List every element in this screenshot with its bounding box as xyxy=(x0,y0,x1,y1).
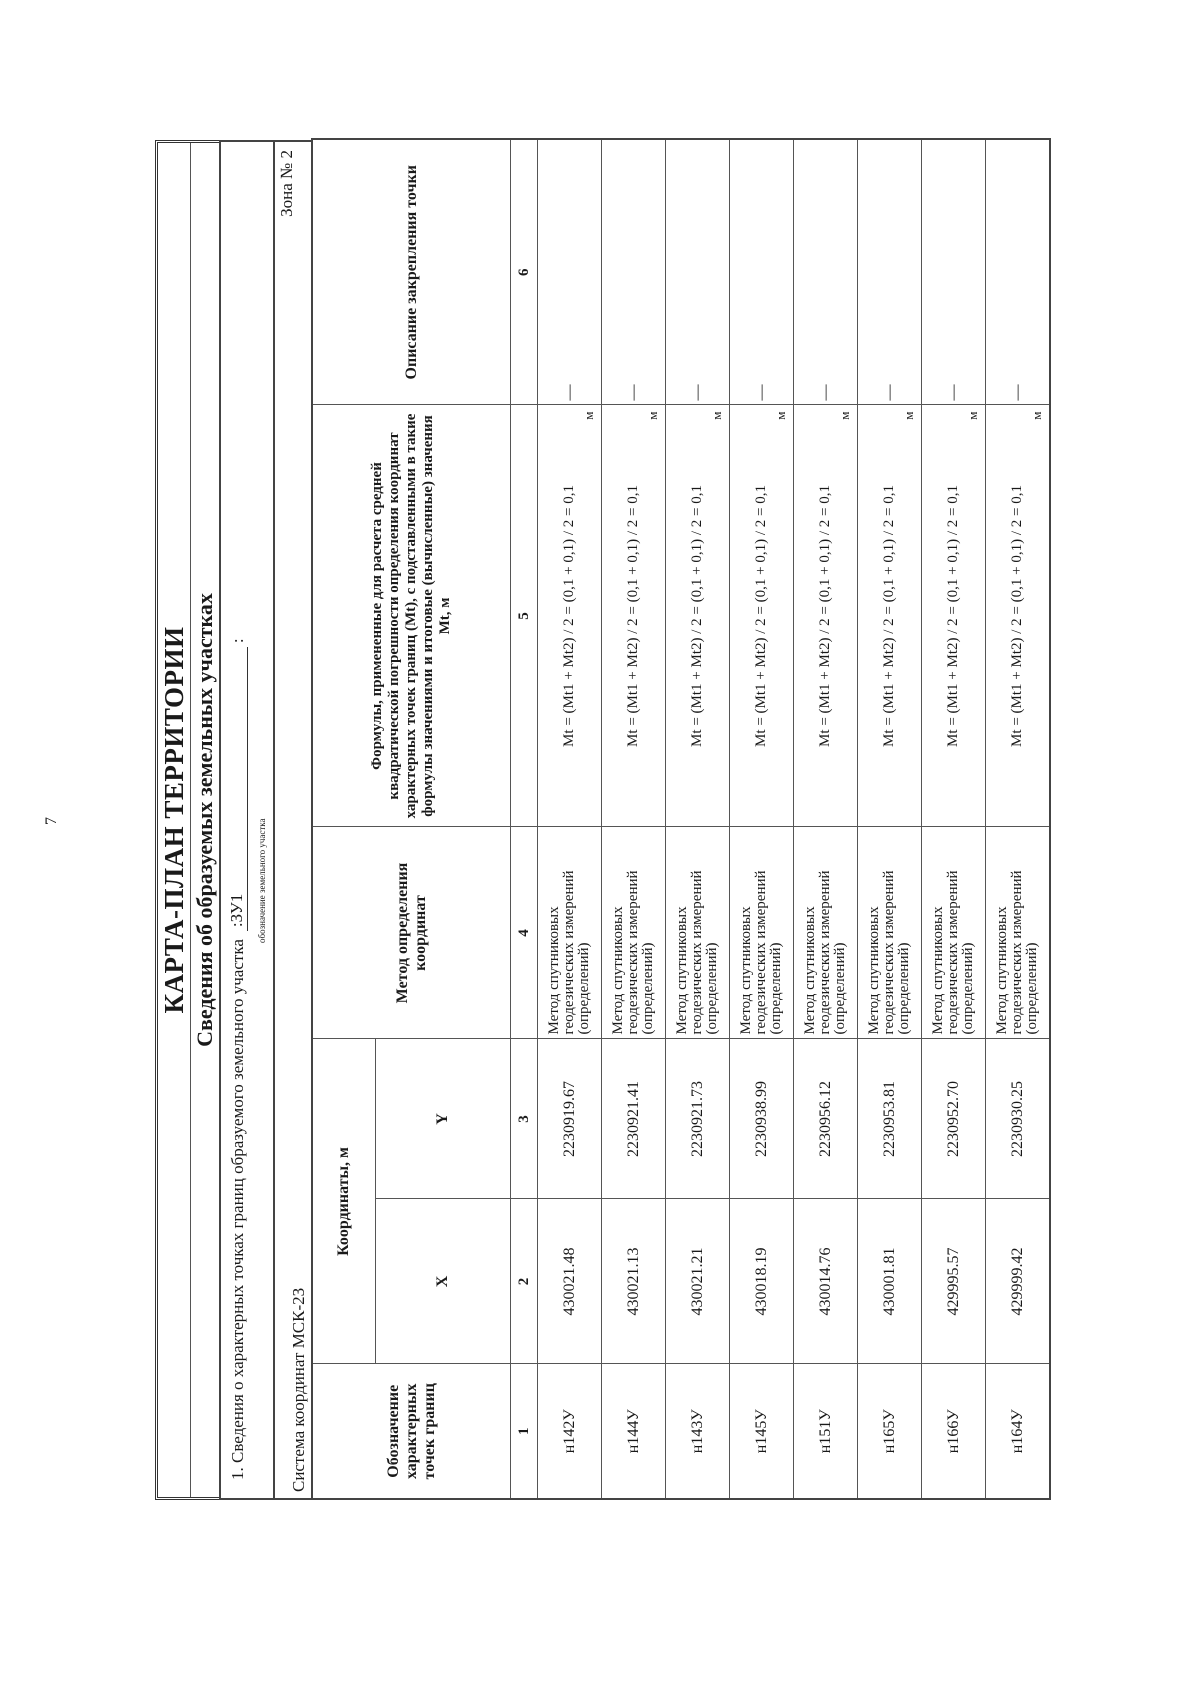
point-name-text: н144У xyxy=(624,1409,642,1454)
zu-field: :ЗУ1 xyxy=(227,647,248,931)
description-cell-text: — xyxy=(816,384,834,401)
zu-caption: обозначение земельного участка xyxy=(257,818,267,943)
header-description: Описание закрепления точки xyxy=(312,139,511,405)
zone-label: Зона № 2 xyxy=(277,150,296,217)
coord-y-text: 2230919.67 xyxy=(560,1081,578,1157)
coord-x-text: 430021.21 xyxy=(688,1247,706,1316)
description-cell xyxy=(666,139,730,405)
coord-y-text: 2230956.12 xyxy=(816,1081,834,1157)
formula-cell-text: Mt = (Mt1 + Mt2) / 2 = (0,1 + 0,1) / 2 = 0,1 xyxy=(561,485,577,747)
point-name xyxy=(538,1364,602,1499)
method-cell-text: Метод спутниковых геодезических измерений (определений) xyxy=(802,870,848,1035)
table-row xyxy=(730,139,794,1499)
coord-y xyxy=(858,1039,922,1199)
coord-x-text: 429995.57 xyxy=(944,1247,962,1316)
point-name-text: н164У xyxy=(1008,1409,1026,1454)
coord-y xyxy=(922,1039,986,1199)
coord-y-text: 2230953.81 xyxy=(880,1081,898,1157)
coord-y-text: 2230930.25 xyxy=(1008,1081,1026,1157)
method-cell xyxy=(986,827,1051,1039)
column-number: 5 xyxy=(511,405,538,827)
point-name xyxy=(922,1364,986,1499)
formula-unit: м xyxy=(965,411,980,420)
formula-cell-text: Mt = (Mt1 + Mt2) / 2 = (0,1 + 0,1) / 2 = 0,1 xyxy=(689,485,705,747)
formula-cell xyxy=(538,405,602,827)
method-cell xyxy=(602,827,666,1039)
coord-y xyxy=(986,1039,1051,1199)
formula-cell-text: Mt = (Mt1 + Mt2) / 2 = (0,1 + 0,1) / 2 = 0,1 xyxy=(817,485,833,747)
point-name xyxy=(794,1364,858,1499)
header-method: Метод определения координат xyxy=(312,827,511,1039)
description-cell-text: — xyxy=(560,384,578,401)
document-subtitle: Сведения об образуемых земельных участках xyxy=(192,593,217,1047)
coord-x xyxy=(538,1199,602,1364)
coord-x xyxy=(986,1199,1051,1364)
method-cell-text: Метод спутниковых геодезических измерений (определений) xyxy=(866,870,912,1035)
point-name-text: н143У xyxy=(688,1409,706,1454)
table-row xyxy=(858,139,922,1499)
method-cell xyxy=(922,827,986,1039)
coord-x-text: 430001.81 xyxy=(880,1247,898,1316)
description-cell xyxy=(986,139,1051,405)
description-cell xyxy=(730,139,794,405)
header-y: Y xyxy=(376,1039,511,1199)
formula-cell-text: Mt = (Mt1 + Mt2) / 2 = (0,1 + 0,1) / 2 = 0,1 xyxy=(1009,485,1025,747)
coord-x-text: 430021.48 xyxy=(560,1247,578,1316)
formula-cell-text: Mt = (Mt1 + Mt2) / 2 = (0,1 + 0,1) / 2 = 0,1 xyxy=(945,485,961,747)
coord-system-row xyxy=(275,140,311,1500)
column-number: 6 xyxy=(511,139,538,405)
point-name xyxy=(986,1364,1051,1499)
method-cell xyxy=(666,827,730,1039)
document-sheet xyxy=(155,140,1060,1500)
coord-x xyxy=(602,1199,666,1364)
coord-y xyxy=(538,1039,602,1199)
header-formula: Формулы, примененные для расчета средней квадратической погрешности определения координат характерных точек границ (Mt), с подставленными в такие формулы значениями и итоговые (вычисленные) значения Mt, м xyxy=(312,405,511,827)
formula-cell-text: Mt = (Mt1 + Mt2) / 2 = (0,1 + 0,1) / 2 = 0,1 xyxy=(753,485,769,747)
point-name-text: н151У xyxy=(816,1409,834,1454)
coord-y xyxy=(730,1039,794,1199)
page-number: 7 xyxy=(43,817,60,825)
coord-x xyxy=(666,1199,730,1364)
point-name-text: н166У xyxy=(944,1409,962,1454)
coord-x-text: 430021.13 xyxy=(624,1247,642,1316)
column-number: 2 xyxy=(511,1199,538,1364)
coord-y-text: 2230921.73 xyxy=(688,1081,706,1157)
points-table-body xyxy=(538,139,1051,1499)
coord-y xyxy=(666,1039,730,1199)
coord-x xyxy=(730,1199,794,1364)
table-row xyxy=(602,139,666,1499)
description-cell-text: — xyxy=(880,384,898,401)
coord-y-text: 2230938.99 xyxy=(752,1081,770,1157)
column-number: 1 xyxy=(511,1364,538,1499)
coord-x xyxy=(858,1199,922,1364)
points-table xyxy=(311,138,1051,1500)
formula-cell xyxy=(666,405,730,827)
header-point: Обозначение характерных точек границ xyxy=(312,1364,511,1499)
coord-y xyxy=(794,1039,858,1199)
formula-cell xyxy=(602,405,666,827)
coord-x-text: 430014.76 xyxy=(816,1247,834,1316)
coord-x-text: 429999.42 xyxy=(1008,1247,1026,1316)
point-name-text: н142У xyxy=(560,1409,578,1454)
coord-x xyxy=(922,1199,986,1364)
formula-unit: м xyxy=(645,411,660,420)
description-cell-text: — xyxy=(624,384,642,401)
point-name xyxy=(602,1364,666,1499)
section-heading-line xyxy=(227,142,248,1480)
table-row xyxy=(794,139,858,1499)
method-cell-text: Метод спутниковых геодезических измерений (определений) xyxy=(674,870,720,1035)
point-name xyxy=(666,1364,730,1499)
column-number: 4 xyxy=(511,827,538,1039)
point-name xyxy=(730,1364,794,1499)
description-cell-text: — xyxy=(1008,384,1026,401)
coord-system: Система координат МСК-23 xyxy=(289,1287,308,1492)
point-name-text: н145У xyxy=(752,1409,770,1454)
formula-cell-text: Mt = (Mt1 + Mt2) / 2 = (0,1 + 0,1) / 2 = 0,1 xyxy=(881,485,897,747)
formula-cell xyxy=(794,405,858,827)
description-cell xyxy=(538,139,602,405)
formula-unit: м xyxy=(773,411,788,420)
point-name xyxy=(858,1364,922,1499)
description-cell xyxy=(922,139,986,405)
table-row xyxy=(922,139,986,1499)
section-heading: 1. Сведения о характерных точках границ образуемого земельного участка xyxy=(228,939,247,1480)
zu-colon: : xyxy=(228,638,247,644)
coord-x-text: 430018.19 xyxy=(752,1247,770,1316)
description-cell xyxy=(602,139,666,405)
formula-unit: м xyxy=(901,411,916,420)
formula-cell-text: Mt = (Mt1 + Mt2) / 2 = (0,1 + 0,1) / 2 = 0,1 xyxy=(625,485,641,747)
document-title: КАРТА-ПЛАН ТЕРРИТОРИИ xyxy=(158,143,191,1497)
method-cell xyxy=(730,827,794,1039)
formula-cell xyxy=(922,405,986,827)
header-x: X xyxy=(376,1199,511,1364)
method-cell xyxy=(794,827,858,1039)
coord-y-text: 2230921.41 xyxy=(624,1081,642,1157)
table-row xyxy=(538,139,602,1499)
method-cell-text: Метод спутниковых геодезических измерений (определений) xyxy=(546,870,592,1035)
formula-unit: м xyxy=(709,411,724,420)
table-row xyxy=(666,139,730,1499)
method-cell-text: Метод спутниковых геодезических измерений (определений) xyxy=(994,870,1040,1035)
method-cell xyxy=(858,827,922,1039)
description-cell-text: — xyxy=(688,384,706,401)
method-cell xyxy=(538,827,602,1039)
description-cell-text: — xyxy=(944,384,962,401)
header-coords: Координаты, м xyxy=(312,1039,376,1364)
coord-y xyxy=(602,1039,666,1199)
method-cell-text: Метод спутниковых геодезических измерений (определений) xyxy=(930,870,976,1035)
formula-cell xyxy=(730,405,794,827)
method-cell-text: Метод спутниковых геодезических измерений (определений) xyxy=(610,870,656,1035)
formula-unit: м xyxy=(581,411,596,420)
column-number: 3 xyxy=(511,1039,538,1199)
description-cell xyxy=(794,139,858,405)
coord-y-text: 2230952.70 xyxy=(944,1081,962,1157)
point-name-text: н165У xyxy=(880,1409,898,1454)
table-row xyxy=(986,139,1051,1499)
coord-x xyxy=(794,1199,858,1364)
description-cell xyxy=(858,139,922,405)
formula-unit: м xyxy=(1029,411,1044,420)
formula-cell xyxy=(858,405,922,827)
title-box xyxy=(155,140,219,1500)
method-cell-text: Метод спутниковых геодезических измерений (определений) xyxy=(738,870,784,1035)
formula-cell xyxy=(986,405,1051,827)
formula-unit: м xyxy=(837,411,852,420)
section-info xyxy=(219,140,275,1500)
description-cell-text: — xyxy=(752,384,770,401)
